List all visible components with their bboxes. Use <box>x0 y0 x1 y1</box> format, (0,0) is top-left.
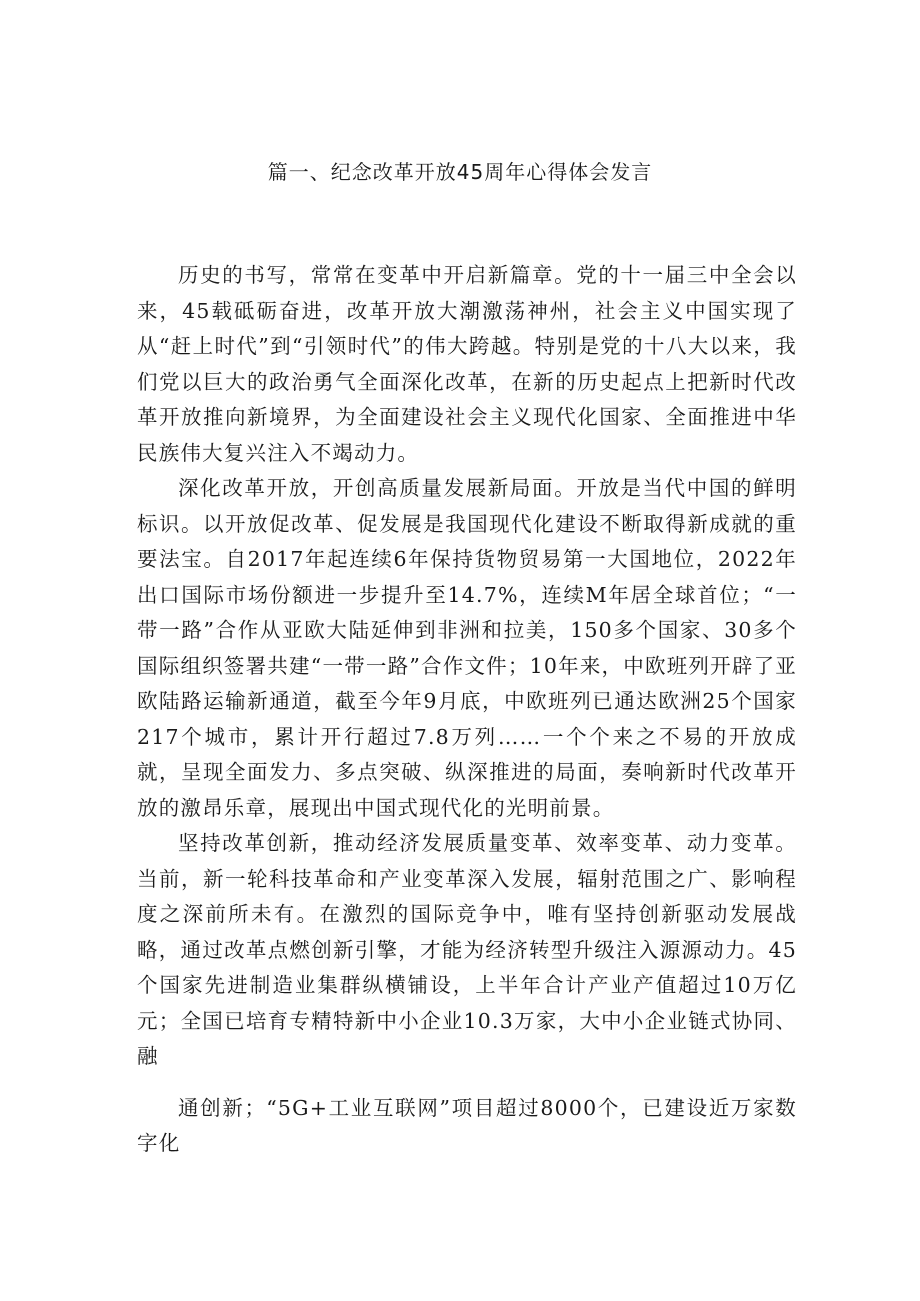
paragraph-continuation: 通创新；“5G+工业互联网”项目超过8000个，已建设近万家数字化 <box>137 1095 797 1155</box>
page-title: 篇一、纪念改革开放45周年心得体会发言 <box>267 160 653 184</box>
paragraph-opening-up: 深化改革开放，开创高质量发展新局面。开放是当代中国的鲜明标识。以开放促改革、促发展是我国现代化建设不断取得新成就的重要法宝。自2017年起连续6年保持货物贸易第一大国地位，2022年出口国际市场份额进一步提升至14.7%，连续M年居全球首位；“一带一路”合作从亚欧大陆延伸到非洲和拉美，150多个国家、30多个国际组织签署共建“一带一路”合作文件；10年来，中欧班列开辟了亚欧陆路运输新通道，截至今年9月底，中欧班列已通达欧洲25个国家217个城市，累计开行超过7.8万列……一个个来之不易的开放成就，呈现全面发力、多点突破、纵深推进的局面，奏响新时代改革开放的激昂乐章，展现出中国式现代化的光明前景。 <box>137 476 797 820</box>
document-body <box>137 258 797 1162</box>
paragraph-history: 历史的书写，常常在变革中开启新篇章。党的十一届三中全会以来，45载砥砺奋进，改革开放大潮激荡神州，社会主义中国实现了从“赶上时代”到“引领时代”的伟大跨越。特别是党的十八大以来，我们党以巨大的政治勇气全面深化改革，在新的历史起点上把新时代改革开放推向新境界，为全面建设社会主义现代化国家、全面推进中华民族伟大复兴注入不竭动力。 <box>137 263 797 465</box>
paragraph-innovation: 坚持改革创新，推动经济发展质量变革、效率变革、动力变革。当前，新一轮科技革命和产业变革深入发展，辐射范围之广、影响程度之深前所未有。在激烈的国际竞争中，唯有坚持创新驱动发展战略，通过改革点燃创新引擎，才能为经济转型升级注入源源动力。45个国家先进制造业集群纵横铺设，上半年合计产业产值超过10万亿元；全国已培育专精特新中小企业10.3万家，大中小企业链式协同、融 <box>137 831 797 1068</box>
